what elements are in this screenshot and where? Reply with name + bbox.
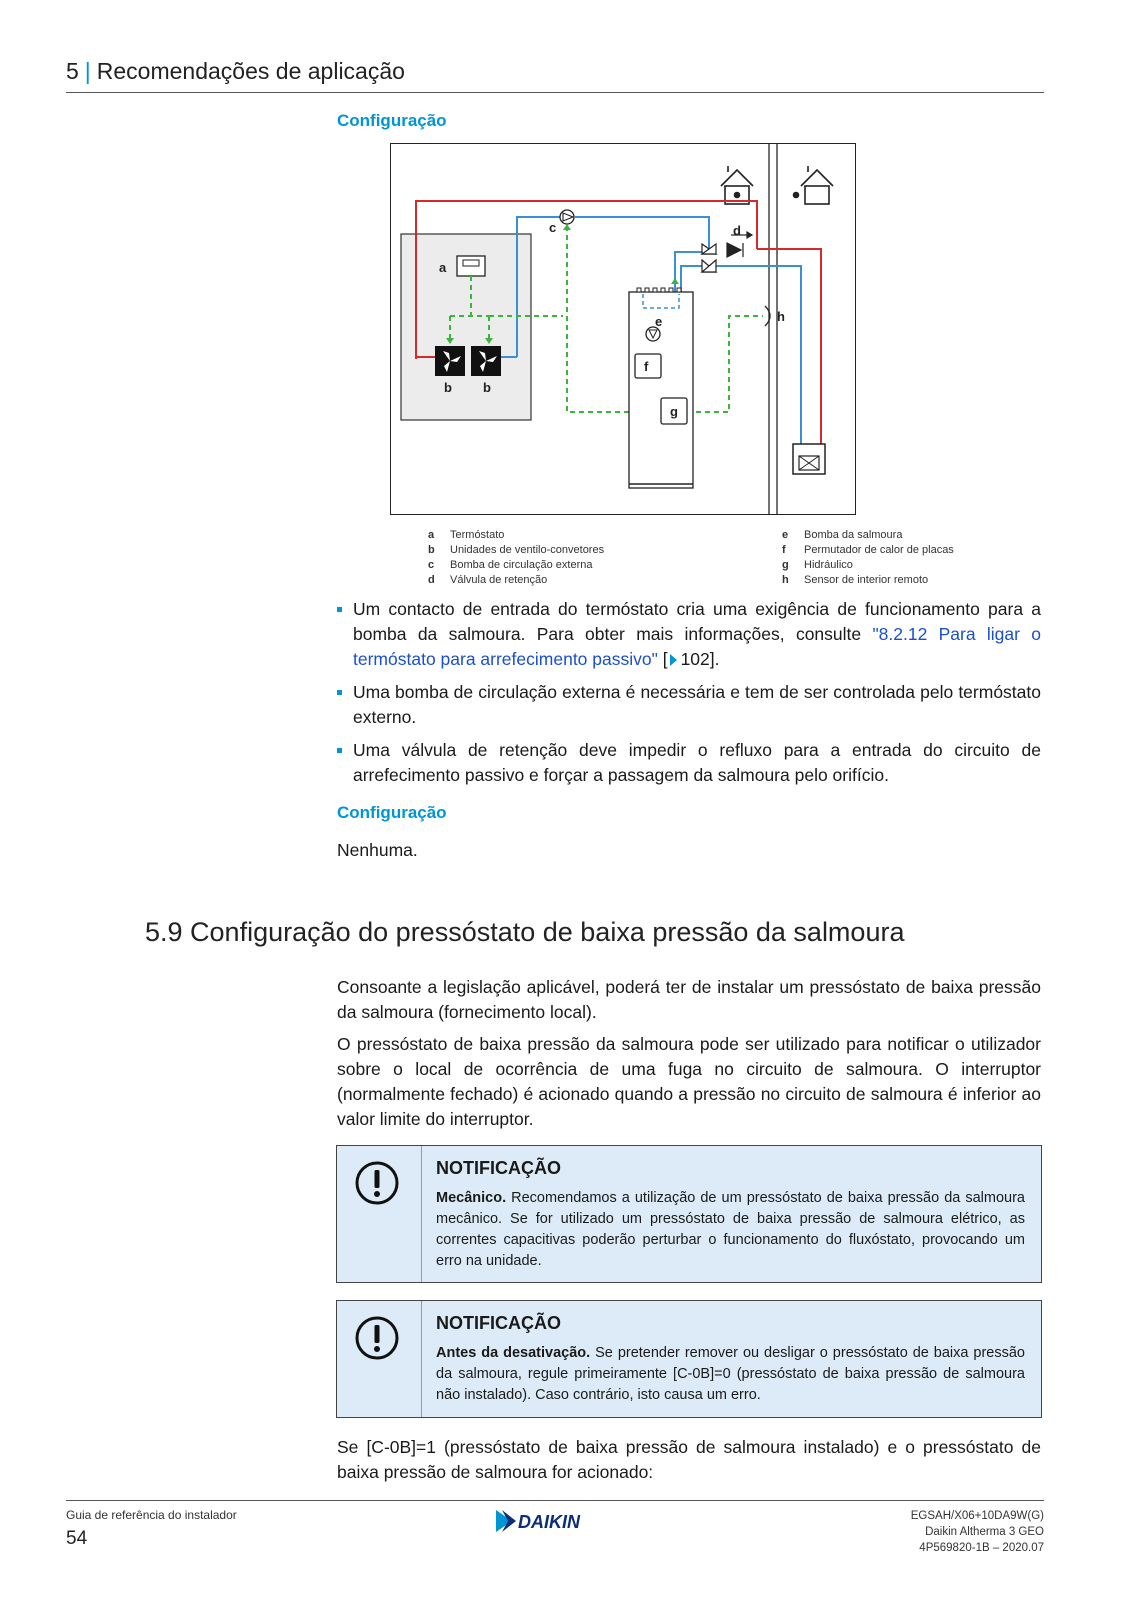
legend-item: d Válvula de retenção <box>428 574 548 586</box>
daikin-logo <box>496 1510 606 1532</box>
none-text: Nenhuma. <box>337 840 418 860</box>
header-rule <box>66 92 1044 93</box>
legend-item: c Bomba de circulação externa <box>428 559 593 571</box>
footer-product: Daikin Altherma 3 GEO <box>925 1526 1044 1538</box>
label-d: d <box>733 223 741 238</box>
red-pipe-ground <box>757 249 821 444</box>
section-title: 5.9 Configuração do pressóstato de baixa pressão da salmoura <box>145 917 905 947</box>
blue-pipe-top <box>575 217 709 252</box>
chapter-header <box>66 58 405 85</box>
bullet-item: Uma bomba de circulação externa é necessária e tem de ser controlada pelo termóstato externo. <box>337 680 1041 730</box>
footer-rule <box>66 1500 1044 1501</box>
label-a: a <box>439 260 447 275</box>
legend-item: b Unidades de ventilo-convetores <box>428 544 605 556</box>
footer-model: EGSAH/X06+10DA9W(G) <box>910 1510 1044 1522</box>
footer-document-info <box>911 1508 1044 1556</box>
legend-item: f Permutador de calor de placas <box>782 544 954 556</box>
label-f: f <box>644 359 649 374</box>
blue-pipe-ground <box>709 266 801 444</box>
outdoor-house-icon <box>794 166 834 204</box>
legend-item: h Sensor de interior remoto <box>782 574 929 586</box>
legend-item: e Bomba da salmoura <box>782 529 903 541</box>
label-e: e <box>655 314 663 329</box>
exclamation-icon <box>354 1160 400 1206</box>
notice-title: NOTIFICAÇÃO <box>436 1313 561 1333</box>
notice-box-2 <box>336 1300 1042 1418</box>
legend-item: a Termóstato <box>428 529 505 541</box>
legend-col-right <box>782 528 1082 588</box>
bullet-list <box>337 597 1041 796</box>
chapter-number: 5 <box>66 58 79 84</box>
fan-coil-b-2 <box>471 346 501 376</box>
label-g: g <box>670 404 678 419</box>
indoor-house-icon <box>721 166 753 204</box>
footer-guide-title: Guia de referência do instalador <box>66 1508 237 1522</box>
label-c: c <box>549 220 557 235</box>
fan-coil-b-1 <box>435 346 465 376</box>
diagram-svg <box>391 144 855 514</box>
chapter-separator: | <box>84 58 91 84</box>
subheading-configuration-2: Configuração <box>337 803 447 822</box>
page-number: 54 <box>66 1528 88 1549</box>
page-arrow-icon <box>670 654 677 666</box>
notice-text: Antes da desativação. Se pretender remover ou desligar o pressóstato de baixa pressão da salmoura, regule primeiramente [C-0B]=0 (pressóstato de baixa pressão de salmoura não instalado). Caso contrário, isto causa um erro. <box>436 1345 1025 1403</box>
notice-box-1 <box>336 1145 1042 1283</box>
label-b-2: b <box>483 380 491 395</box>
label-h: h <box>777 309 785 324</box>
bullet-item: Uma válvula de retenção deve impedir o refluxo para a entrada do circuito de arrefecimento passivo e forçar a passagem da salmoura pelo orifício. <box>337 738 1041 788</box>
exclamation-icon <box>354 1315 400 1361</box>
notice-title: NOTIFICAÇÃO <box>436 1158 561 1178</box>
paragraph-3: Se [C-0B]=1 (pressóstato de baixa pressão de salmoura instalado) e o pressóstato de baixa pressão de salmoura for acionado: <box>337 1437 1041 1482</box>
label-b-1: b <box>444 380 452 395</box>
chapter-title: Recomendações de aplicação <box>96 58 405 84</box>
bullet-item: Um contacto de entrada do termóstato cria uma exigência de funcionamento para a bomba da salmoura. Para obter mais informações, consulte "8.2.12 Para ligar o termóstato para arrefecimento passivo" [ 102]. <box>337 597 1041 672</box>
notice-text: Mecânico. Recomendamos a utilização de um pressóstato de baixa pressão da salmoura mecânico. Se for utilizado um pressóstato de baixa pressão de salmoura elétrico, as correntes capacitivas poderão perturbar o funcionamento do fluxóstato, provocando um erro na unidade. <box>436 1190 1025 1269</box>
svg-text:DAIKIN: DAIKIN <box>518 1512 580 1532</box>
footer-docnum: 4P569820-1B – 2020.07 <box>919 1542 1044 1554</box>
cross-reference-link[interactable]: "8.2.12 Para ligar o termóstato para arrefecimento passivo" <box>353 624 1041 669</box>
pump-c-icon <box>560 210 574 224</box>
valve-lower <box>702 260 716 272</box>
installation-diagram <box>390 143 856 515</box>
legend-item: g Hidráulico <box>782 559 853 571</box>
subheading-configuration-1: Configuração <box>337 111 447 130</box>
paragraph-1: Consoante a legislação aplicável, poderá ter de instalar um pressóstato de baixa pressão da salmoura (fornecimento local). <box>337 977 1041 1022</box>
paragraph-2: O pressóstato de baixa pressão da salmoura pode ser utilizado para notificar o utilizador sobre o local de ocorrência de uma fuga no circuito de salmoura. O interruptor (normalmente fechado) é acionado quando a pressão no circuito de salmoura é inferior ao valor limite do interruptor. <box>337 1034 1041 1129</box>
legend-col-left <box>428 528 728 588</box>
